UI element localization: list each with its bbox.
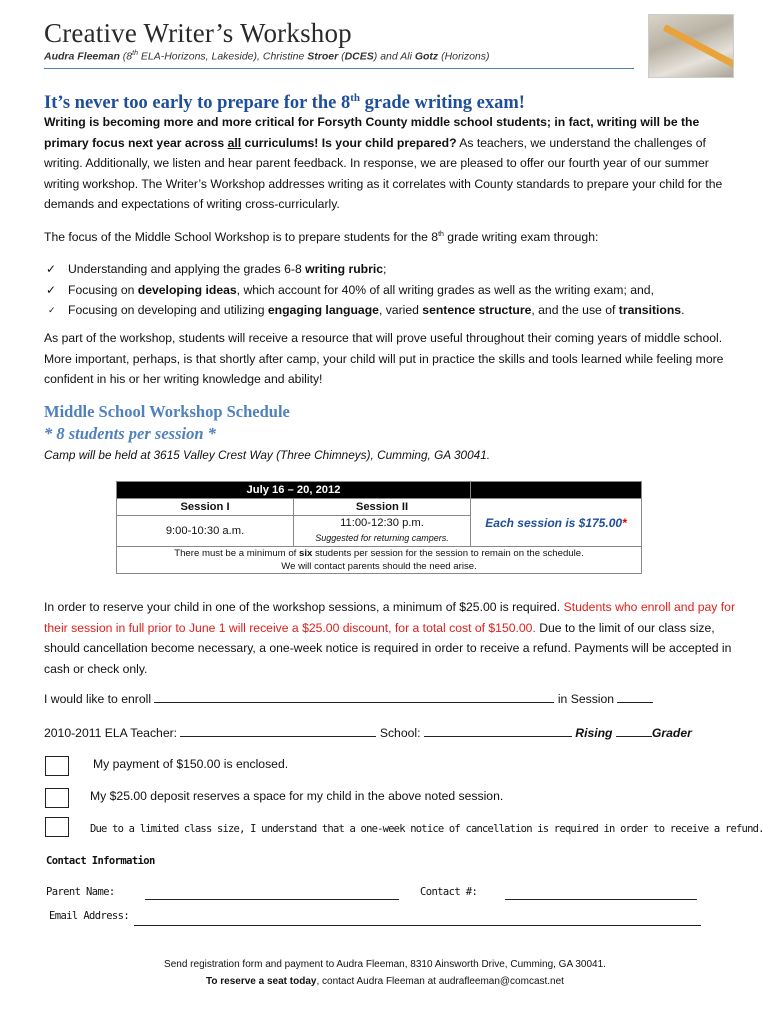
refund-option-label: Due to a limited class size, I understand that a one-week notice of cancellation is required in order to receive a refund. bbox=[90, 823, 764, 835]
authors-line: Audra Fleeman (8th ELA-Horizons, Lakeside), Christine Stroer (DCES) and Ali Gotz (Horizons) bbox=[44, 50, 490, 63]
school-field[interactable] bbox=[424, 724, 572, 737]
header-rule bbox=[44, 68, 634, 69]
intro-paragraph: Writing is becoming more and more critical for Forsyth County middle school students; in fact, writing will be the primary focus next year across all curriculums! Is your child prepared? As teachers, we understand the challenges of writing. Additionally, we listen and hear parent feedback. In response, we are pleased to offer our fourth year of our summer writing workshop. The Writer’s Workshop addresses writing as it correlates with County standards to prepare your child for the demands and expectations of writing cross-curricularly. bbox=[44, 115, 723, 211]
session-price: Each session is $175.00* bbox=[471, 499, 642, 547]
list-item: ✓ Focusing on developing ideas, which account for 40% of all writing grades as well as the writing exam; and, bbox=[44, 280, 744, 301]
parent-name-label: Parent Name: bbox=[46, 886, 115, 898]
session-number-field[interactable] bbox=[617, 690, 653, 703]
contact-heading: Contact Information bbox=[46, 855, 155, 867]
session2-time: 11:00-12:30 p.m. Suggested for returning campers. bbox=[294, 516, 471, 547]
session1-time: 9:00-10:30 a.m. bbox=[117, 516, 294, 547]
payment-option-label: My payment of $150.00 is enclosed. bbox=[93, 757, 289, 771]
page-title: Creative Writer’s Workshop bbox=[44, 18, 352, 48]
teacher-field[interactable] bbox=[180, 724, 376, 737]
check-icon: ✓ bbox=[46, 282, 57, 297]
headline: It’s never too early to prepare for the 8th grade writing exam! bbox=[44, 92, 525, 114]
footer-address: Send registration form and payment to Audra Fleeman, 8310 Ainsworth Drive, Cumming, GA 30041. bbox=[164, 959, 606, 970]
schedule-table bbox=[116, 481, 642, 574]
deposit-option-label: My $25.00 deposit reserves a space for my child in the above noted session. bbox=[90, 789, 504, 803]
contact-number-field[interactable] bbox=[505, 899, 697, 900]
enroll-row: I would like to enroll in Session bbox=[44, 690, 653, 706]
contact-number-label: Contact #: bbox=[420, 886, 478, 898]
payment-checkbox[interactable] bbox=[45, 756, 69, 776]
parent-name-field[interactable] bbox=[145, 899, 399, 900]
schedule-heading: Middle School Workshop Schedule bbox=[44, 402, 290, 421]
schedule-subheading: * 8 students per session * bbox=[44, 424, 216, 443]
schedule-note: There must be a minimum of six students per session for the session to remain on the schedule. We will contact parents should the need arise. bbox=[117, 547, 642, 574]
check-icon: ✓ bbox=[48, 305, 56, 315]
schedule-dates: July 16 – 20, 2012 bbox=[117, 482, 471, 499]
check-icon: ✓ bbox=[46, 262, 57, 276]
email-field[interactable] bbox=[134, 925, 701, 926]
child-name-field[interactable] bbox=[154, 690, 554, 703]
refund-checkbox[interactable] bbox=[45, 817, 69, 837]
list-item: ✓ Understanding and applying the grades 6-8 writing rubric; bbox=[44, 259, 744, 280]
reserve-paragraph: In order to reserve your child in one of the workshop sessions, a minimum of $25.00 is required. Students who enroll and pay for their session in full prior to June 1 will receive a $25.00 discount, for a total cost of $150.00. Due to the limit of our class size, should cancellation become necessary, a one-week notice is required in order to receive a refund. Payments will be accepted in cash or check only. bbox=[44, 600, 736, 676]
session1-label: Session I bbox=[117, 499, 294, 516]
pencil-photo bbox=[648, 14, 734, 78]
list-item: ✓ Focusing on developing and utilizing engaging language, varied sentence structure, and the use of transitions. bbox=[44, 300, 744, 321]
email-label: Email Address: bbox=[49, 910, 130, 922]
footer-contact: To reserve a seat today, contact Audra Fleeman at audrafleeman@comcast.net bbox=[206, 976, 564, 987]
deposit-checkbox[interactable] bbox=[45, 788, 69, 808]
grade-field[interactable] bbox=[616, 724, 652, 737]
session2-label: Session II bbox=[294, 499, 471, 516]
workshop-paragraph: As part of the workshop, students will receive a resource that will prove useful throughout their coming years of middle school. More important, perhaps, is that shortly after camp, your child will put in practice the skills and tools learned while feeling more confident in his or her writing knowledge and ability! bbox=[44, 331, 724, 386]
teacher-row: 2010-2011 ELA Teacher: School: Rising Grader bbox=[44, 726, 692, 740]
focus-sentence: The focus of the Middle School Workshop is to prepare students for the 8th grade writing exam through: bbox=[44, 230, 599, 244]
focus-list bbox=[44, 259, 744, 321]
camp-location: Camp will be held at 3615 Valley Crest Way (Three Chimneys), Cumming, GA 30041. bbox=[44, 448, 491, 462]
